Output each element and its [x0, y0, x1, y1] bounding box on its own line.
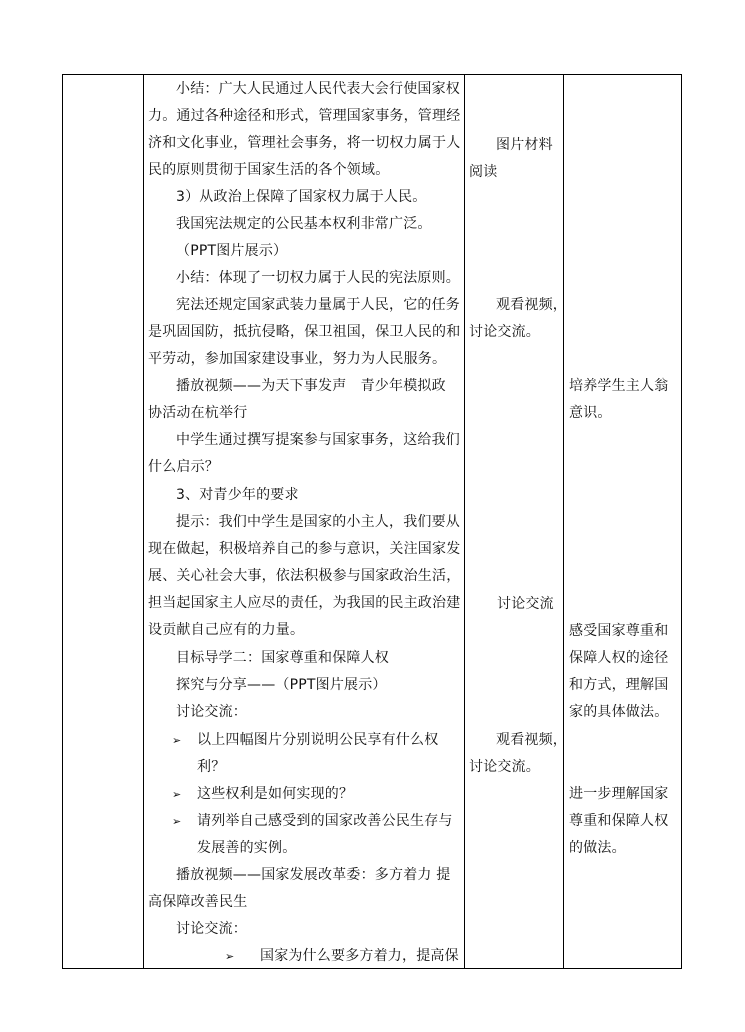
activity-line: 观看视频，	[496, 297, 567, 313]
intent-line: 培养学生主人翁	[569, 378, 669, 394]
content-line: 中学生通过撰写提案参与国家事务，这给我们	[176, 432, 460, 448]
intent-line: 保障人权的途径	[569, 650, 669, 666]
content-line: 小结：体现了一切权力属于人民的宪法原则。	[176, 270, 460, 286]
content-line: 这些权利是如何实现的？	[197, 786, 354, 802]
intent-line: 进一步理解国家	[569, 786, 669, 802]
content-line: 发展善的实例。	[197, 840, 297, 856]
intent-line: 和方式，理解国	[569, 677, 669, 693]
content-line: 什么启示？	[148, 459, 219, 475]
column-divider	[464, 75, 465, 968]
content-line: 播放视频——为天下事发声 青少年模拟政	[176, 378, 446, 394]
content-line: 高保障改善民生	[148, 894, 248, 910]
content-line: 现在做起，积极培养自己的参与意识，关注国家发	[148, 541, 461, 557]
intent-line: 意识。	[569, 405, 612, 421]
activity-line: 讨论交流	[497, 596, 554, 612]
column-divider	[563, 75, 564, 968]
activity-line: 讨论交流。	[469, 759, 540, 775]
content-line: 3、对青少年的要求	[176, 487, 299, 503]
activity-line: 图片材料	[496, 137, 553, 153]
content-line: 请列举自己感受到的国家改善公民生存与	[197, 813, 453, 829]
activity-line: 阅读	[469, 164, 498, 180]
activity-line: 观看视频，	[496, 732, 567, 748]
content-line: 以上四幅图片分别说明公民享有什么权	[197, 732, 439, 748]
content-line: 是巩固国防，抵抗侵略，保卫祖国，保卫人民的和	[148, 324, 461, 340]
content-line: 利？	[197, 759, 226, 775]
activity-line: 讨论交流。	[469, 324, 540, 340]
intent-line: 的做法。	[569, 840, 626, 856]
content-line: 讨论交流：	[176, 921, 247, 937]
intent-line: 感受国家尊重和	[569, 623, 669, 639]
content-line: 力。通过各种途径和形式，管理国家事务，管理经	[148, 108, 461, 124]
content-line: 探究与分享——（PPT图片展示）	[176, 677, 387, 693]
content-line: 目标导学二：国家尊重和保障人权	[176, 650, 389, 666]
bullet-arrow-icon: ➢	[225, 950, 235, 963]
intent-line: 家的具体做法。	[569, 704, 669, 720]
content-line: 3）从政治上保障了国家权力属于人民。	[176, 189, 427, 205]
content-line: （PPT图片展示）	[176, 243, 288, 259]
content-line: 我国宪法规定的公民基本权利非常广泛。	[176, 216, 432, 232]
content-line: 济和文化事业，管理社会事务，将一切权力属于人	[148, 135, 461, 151]
bullet-arrow-icon: ➢	[172, 815, 182, 828]
content-line: 担当起国家主人应尽的责任，为我国的民主政治建	[148, 595, 461, 611]
content-line: 讨论交流：	[176, 704, 247, 720]
content-line: 小结：广大人民通过人民代表大会行使国家权	[176, 81, 460, 97]
content-line: 展、关心社会大事，依法积极参与国家政治生活，	[148, 568, 461, 584]
bullet-arrow-icon: ➢	[172, 788, 182, 801]
column-divider	[143, 75, 144, 968]
content-line: 国家为什么要多方着力，提高保	[260, 948, 459, 964]
content-line: 协活动在杭举行	[148, 405, 248, 421]
content-line: 提示：我们中学生是国家的小主人，我们要从	[176, 514, 460, 530]
content-line: 平劳动，参加国家建设事业，努力为人民服务。	[148, 351, 447, 367]
content-line: 设贡献自己应有的力量。	[148, 622, 305, 638]
content-line: 播放视频——国家发展改革委：多方着力 提	[176, 867, 451, 883]
intent-line: 尊重和保障人权	[569, 813, 669, 829]
content-line: 民的原则贯彻于国家生活的各个领域。	[148, 162, 390, 178]
content-line: 宪法还规定国家武装力量属于人民，它的任务	[176, 297, 460, 313]
bullet-arrow-icon: ➢	[172, 734, 182, 747]
